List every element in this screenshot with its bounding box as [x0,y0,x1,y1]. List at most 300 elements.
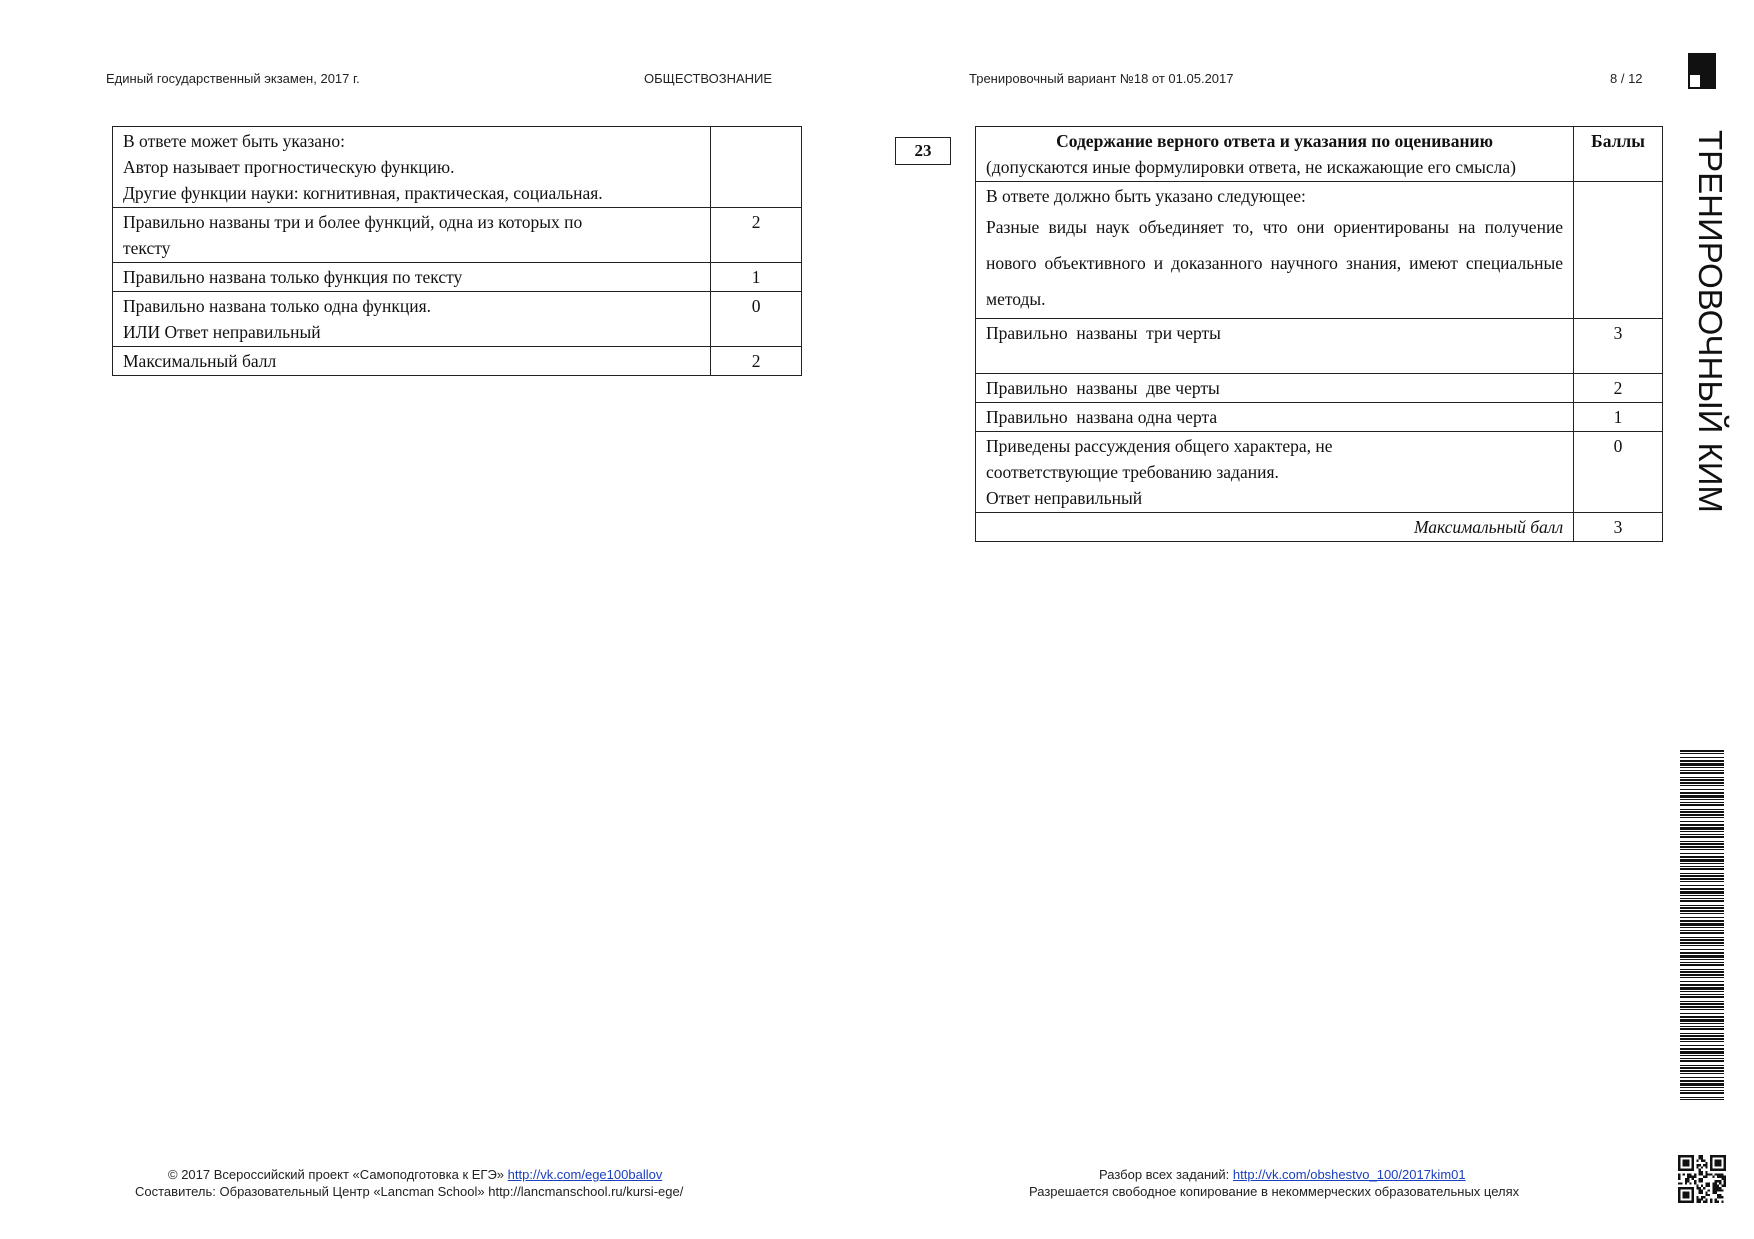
barcode-bar [1680,1090,1724,1091]
score-cell: 1 [1574,403,1663,432]
barcode-bar [1680,792,1724,794]
barcode-bar [1680,981,1724,982]
qr-module [1705,1185,1707,1187]
qr-module [1703,1201,1705,1203]
qr-module [1719,1176,1721,1178]
qr-module [1699,1155,1701,1157]
table-row [976,513,1663,542]
barcode-bar [1680,930,1724,931]
score-cell: 2 [711,208,802,263]
qr-module [1705,1171,1707,1173]
qr-module [1701,1192,1703,1194]
qr-module [1683,1160,1690,1167]
qr-module [1712,1185,1714,1187]
qr-module [1678,1176,1680,1178]
qr-module [1699,1164,1701,1166]
criteria-cell [976,432,1574,513]
footer-author: Составитель: Образовательный Центр «Lancman School» http://lancmanschool.ru/kursi-ege/ [135,1184,684,1199]
qr-module [1689,1173,1691,1175]
barcode-bar [1680,834,1724,835]
table-row [113,292,802,347]
qr-module [1717,1187,1719,1189]
text-line: тексту [123,238,171,258]
barcode-bar [1680,1038,1724,1040]
qr-module [1699,1189,1701,1191]
barcode-bar [1680,843,1724,845]
barcode-bar [1680,987,1724,990]
barcode-bar [1680,849,1724,850]
barcode-bar [1680,1065,1724,1066]
barcode-bar [1680,1023,1724,1024]
qr-module [1696,1164,1698,1166]
barcode-bar [1680,799,1724,800]
barcode-bar [1680,875,1724,877]
qr-module [1717,1180,1719,1182]
barcode-bar [1680,1087,1724,1088]
barcode-bar [1680,841,1724,842]
barcode-bar [1680,1055,1724,1056]
qr-module [1719,1173,1721,1175]
barcode-bar [1680,888,1724,890]
qr-module [1687,1176,1689,1178]
qr-module [1699,1192,1701,1194]
barcode-bar [1680,891,1724,894]
barcode-bar [1680,907,1724,909]
qr-module [1719,1189,1721,1191]
barcode-bar [1680,760,1724,762]
barcode-bar [1680,927,1724,928]
table-row [113,208,802,263]
qr-module [1685,1182,1687,1184]
qr-module [1696,1201,1698,1203]
qr-module [1715,1180,1717,1182]
barcode-bar [1680,949,1724,950]
qr-module [1715,1185,1717,1187]
qr-module [1715,1173,1717,1175]
table-row [976,432,1663,513]
qr-module [1699,1173,1701,1175]
barcode-bar [1680,782,1724,784]
qr-module [1721,1189,1723,1191]
qr-module [1724,1185,1726,1187]
qr-module [1696,1160,1698,1162]
qr-module [1685,1178,1687,1180]
qr-module [1696,1166,1698,1168]
qr-module [1703,1164,1705,1166]
barcode-bar [1680,767,1724,768]
barcode-bar [1680,1048,1724,1050]
qr-module [1717,1185,1719,1187]
qr-module [1699,1171,1701,1173]
barcode-bar [1680,905,1724,906]
barcode-bar [1680,878,1724,880]
barcode-bar [1680,900,1724,902]
barcode-bar [1680,920,1724,922]
qr-module [1703,1176,1705,1178]
qr-module [1715,1201,1717,1203]
barcode-icon [1680,750,1724,1100]
barcode-bar [1680,942,1724,944]
barcode-bar [1680,777,1724,778]
barcode-bar [1680,856,1724,858]
barcode-bar [1680,802,1724,803]
table-header-row [976,127,1663,182]
text-line: Правильно названа только функция по тексту [123,267,463,287]
barcode-bar [1680,863,1724,864]
barcode-bar [1680,866,1724,867]
qr-module [1719,1194,1721,1196]
barcode-bar [1680,846,1724,848]
barcode-bar [1680,1083,1724,1086]
qr-module [1696,1198,1698,1200]
table-row [976,374,1663,403]
qr-module [1696,1187,1698,1189]
barcode-bar [1680,873,1724,874]
barcode-bar [1680,994,1724,995]
qr-module [1699,1157,1701,1159]
barcode-bar [1680,1006,1724,1008]
qr-module [1699,1198,1701,1200]
barcode-bar [1680,969,1724,970]
qr-module [1705,1166,1707,1168]
score-cell: 0 [1574,432,1663,513]
barcode-bar [1680,817,1724,818]
qr-module [1705,1198,1707,1200]
barcode-bar [1680,827,1724,830]
barcode-bar [1680,1073,1724,1074]
text-line: соответствующие требованию задания. [986,462,1279,482]
barcode-bar [1680,917,1724,918]
criteria-cell [976,374,1574,403]
barcode-bar [1680,952,1724,954]
barcode-bar [1680,1001,1724,1002]
barcode-bar [1680,1009,1724,1010]
qr-module [1719,1180,1721,1182]
qr-module [1717,1201,1719,1203]
qr-module [1719,1196,1721,1198]
barcode-bar [1680,977,1724,978]
barcode-bar [1680,991,1724,992]
score-cell [1574,182,1663,319]
text-line: В ответе может быть указано: [123,131,346,151]
table-row [113,347,802,376]
answer-cell [976,182,1574,319]
barcode-bar [1680,937,1724,938]
qr-module [1699,1178,1701,1180]
qr-module [1708,1185,1710,1187]
qr-module [1685,1180,1687,1182]
corner-marker-icon [1688,53,1716,89]
barcode-bar [1680,750,1724,752]
barcode-bar [1680,1013,1724,1014]
header-note: (допускаются иные формулировки ответа, не искажающие его смысла) [986,157,1516,177]
barcode-bar [1680,974,1724,976]
header-page-number: 8 / 12 [1610,71,1643,86]
qr-module [1705,1194,1707,1196]
barcode-bar [1680,1092,1724,1094]
barcode-bar [1680,1051,1724,1054]
footer-license: Разрешается свободное копирование в некоммерческих образовательных целях [1029,1184,1520,1199]
barcode-bar [1680,1080,1724,1082]
barcode-bar [1680,859,1724,862]
barcode-bar [1680,811,1724,813]
qr-module [1694,1173,1696,1175]
qr-module [1687,1180,1689,1182]
barcode-bar [1680,1041,1724,1042]
qr-module [1699,1201,1701,1203]
qr-module [1694,1180,1696,1182]
qr-module [1724,1182,1726,1184]
table-row [976,403,1663,432]
header-variant: Тренировочный вариант №18 от 01.05.2017 [969,71,1234,86]
qr-module [1712,1192,1714,1194]
qr-module [1705,1173,1707,1175]
qr-module [1705,1162,1707,1164]
qr-module [1721,1176,1723,1178]
table-row [976,319,1663,374]
barcode-bar [1680,785,1724,786]
qr-module [1724,1180,1726,1182]
barcode-bar [1680,910,1724,912]
qr-module [1701,1178,1703,1180]
qr-module [1699,1180,1701,1182]
text-line: Правильно названа только одна функция. [123,296,432,316]
qr-module [1705,1182,1707,1184]
barcode-bar [1680,1026,1724,1027]
table-row [113,127,802,208]
score-cell: 2 [711,347,802,376]
qr-module [1708,1173,1710,1175]
qr-module [1712,1182,1714,1184]
qr-module [1721,1201,1723,1203]
barcode-bar [1680,959,1724,960]
barcode-bar [1680,923,1724,926]
qr-module [1703,1160,1705,1162]
qr-module [1683,1173,1685,1175]
qr-module [1715,1182,1717,1184]
answer-intro: В ответе должно быть указано следующее: [986,186,1306,206]
qr-module [1715,1160,1722,1167]
score-cell [711,127,802,208]
qr-module [1699,1169,1701,1171]
criteria-cell [113,347,711,376]
qr-module [1701,1171,1703,1173]
qr-module [1717,1189,1719,1191]
qr-module [1712,1176,1714,1178]
qr-module [1705,1164,1707,1166]
answer-text: Разные виды наук объединяет то, что они ориентированы на получение нового объективного и доказанного научного знания, имеют специальные методы. [986,217,1564,309]
text-line: Другие функции науки: когнитивная, практическая, социальная. [123,183,603,203]
barcode-bar [1680,1097,1724,1098]
qr-module [1712,1187,1714,1189]
barcode-bar [1680,895,1724,896]
qr-module [1701,1173,1703,1175]
footer-vk-link[interactable]: http://vk.com/ege100ballov [507,1167,663,1182]
barcode-bar [1680,1016,1724,1018]
barcode-bar [1680,984,1724,986]
qr-module [1715,1187,1717,1189]
barcode-bar [1680,996,1724,998]
qr-module [1715,1189,1717,1191]
barcode-bar [1680,836,1724,838]
text-line: Правильно названы три и более функций, одна из которых по [123,212,583,232]
barcode-bar [1680,763,1724,766]
qr-module [1701,1155,1703,1157]
qr-code-icon [1678,1155,1726,1203]
qr-module [1689,1182,1691,1184]
qr-module [1680,1182,1682,1184]
qr-module [1717,1173,1719,1175]
qr-module [1717,1194,1719,1196]
qr-module [1692,1178,1694,1180]
barcode-bar [1680,913,1724,914]
table-row [976,182,1663,319]
barcode-bar [1680,1077,1724,1078]
score-cell: 3 [1574,319,1663,374]
header-exam-title: Единый государственный экзамен, 2017 г. [106,71,360,86]
barcode-bar [1680,1045,1724,1046]
qr-module [1692,1176,1694,1178]
barcode-bar [1680,753,1724,754]
score-cell: 2 [1574,374,1663,403]
qr-module [1687,1173,1689,1175]
barcode-bar [1680,853,1724,854]
barcode-bar [1680,932,1724,934]
side-label: ТРЕНИРОВОЧНЫЙ КИМ [1692,130,1729,513]
barcode-bar [1680,885,1724,886]
header-subject: ОБЩЕСТВОЗНАНИЕ [644,71,773,86]
qr-module [1694,1176,1696,1178]
barcode-bar [1680,945,1724,946]
barcode-bar [1680,804,1724,806]
qr-module [1701,1185,1703,1187]
barcode-bar [1680,831,1724,832]
qr-module [1717,1176,1719,1178]
qr-module [1703,1187,1705,1189]
qr-module [1712,1189,1714,1191]
qr-module [1701,1189,1703,1191]
qr-module [1708,1189,1710,1191]
qr-module [1694,1182,1696,1184]
barcode-bar [1680,814,1724,816]
criteria-cell [976,319,1574,374]
max-score-label: Максимальный балл [976,513,1574,542]
barcode-bar [1680,809,1724,810]
barcode-bar [1680,962,1724,963]
barcode-bar [1680,1035,1724,1037]
qr-module [1721,1178,1723,1180]
qr-module [1696,1185,1698,1187]
score-cell: 0 [711,292,802,347]
qr-module [1701,1198,1703,1200]
barcode-bar [1680,757,1724,758]
qr-module [1724,1178,1726,1180]
qr-module [1703,1196,1705,1198]
max-score-value: 3 [1574,513,1663,542]
header-title: Содержание верного ответа и указания по оцениванию [1056,131,1494,151]
qr-module [1721,1173,1723,1175]
qr-module [1708,1182,1710,1184]
footer-analysis [1099,1167,1466,1182]
qr-module [1710,1201,1712,1203]
barcode-bar [1680,971,1724,973]
qr-module [1696,1196,1698,1198]
barcode-bar [1680,1033,1724,1034]
barcode-bar [1680,1003,1724,1005]
qr-module [1701,1196,1703,1198]
barcode-bar [1680,939,1724,941]
barcode-bar [1680,795,1724,798]
barcode-bar [1680,1028,1724,1030]
qr-module [1678,1182,1680,1184]
text-line: Правильно названы две черты [986,378,1220,398]
barcode-bar [1680,898,1724,899]
header-score-cell: Баллы [1574,127,1663,182]
text-line: Правильно названа одна черта [986,407,1218,427]
qr-module [1683,1192,1690,1199]
qr-module [1715,1192,1717,1194]
qr-module [1701,1166,1703,1168]
footer-copyright [168,1167,662,1182]
score-cell: 1 [711,263,802,292]
qr-module [1715,1198,1717,1200]
table-row [113,263,802,292]
footer-analysis-text: Разбор всех заданий: [1099,1167,1230,1182]
qr-module [1705,1201,1707,1203]
barcode-bar [1680,1067,1724,1069]
criteria-cell [113,292,711,347]
qr-module [1708,1194,1710,1196]
qr-module [1719,1182,1721,1184]
barcode-bar [1680,1058,1724,1059]
qr-module [1701,1160,1703,1162]
qr-module [1701,1157,1703,1159]
qr-module [1724,1176,1726,1178]
criteria-cell [976,403,1574,432]
barcode-bar [1680,1070,1724,1072]
barcode-bar [1680,964,1724,966]
text-line: Правильно названы три черты [986,323,1221,343]
text-line: Приведены рассуждения общего характера, не [986,436,1333,456]
barcode-bar [1680,1099,1724,1100]
barcode-bar [1680,868,1724,870]
barcode-bar [1680,1060,1724,1062]
qr-module [1721,1185,1723,1187]
scoring-table-task-23 [975,126,1663,542]
qr-module [1689,1176,1691,1178]
text-line: Ответ неправильный [986,488,1143,508]
qr-module [1721,1196,1723,1198]
barcode-bar [1680,881,1724,882]
criteria-cell [113,263,711,292]
qr-module [1717,1196,1719,1198]
footer-analysis-link[interactable]: http://vk.com/obshestvo_100/2017kim01 [1232,1167,1466,1182]
qr-module [1710,1198,1712,1200]
barcode-bar [1680,1019,1724,1022]
barcode-bar [1680,824,1724,826]
text-line: Автор называет прогностическую функцию. [123,157,455,177]
barcode-bar [1680,772,1724,774]
criteria-cell [113,208,711,263]
qr-module [1710,1173,1712,1175]
scoring-table-previous [112,126,802,376]
header-cell [976,127,1574,182]
task-number-box: 23 [895,137,951,165]
barcode-bar [1680,779,1724,781]
barcode-bar [1680,955,1724,958]
qr-module [1678,1173,1680,1175]
qr-module [1701,1180,1703,1182]
